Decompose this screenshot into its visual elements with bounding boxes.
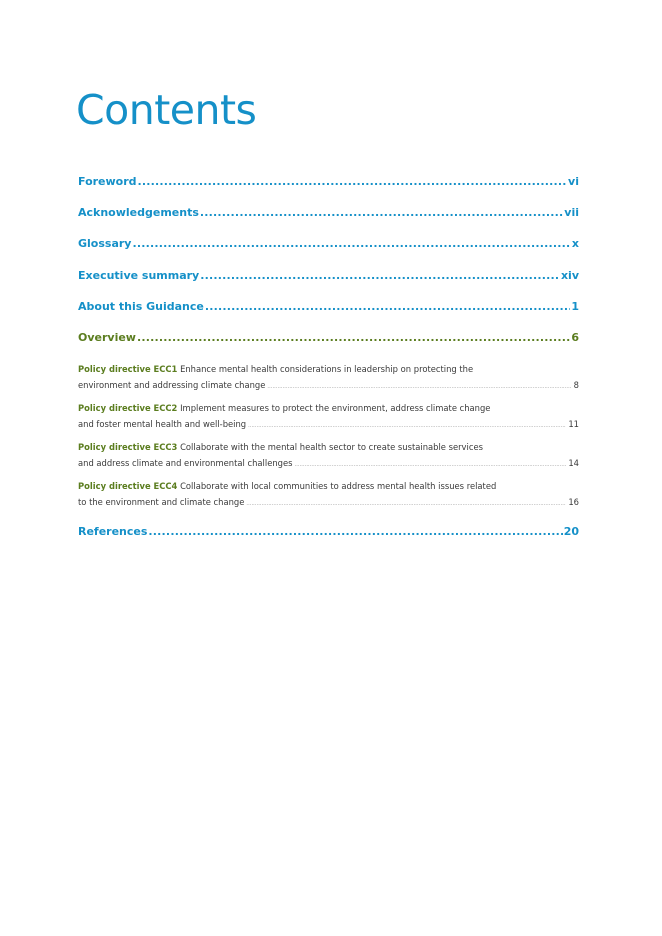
policy-directive-text: Collaborate with the mental health sector to create sustainable services <box>180 442 483 452</box>
toc-entry-acknowledgements[interactable] <box>78 206 579 220</box>
toc-entry-page: x <box>571 237 579 250</box>
policy-directive-code: Policy directive ECC1 <box>78 364 178 374</box>
dot-leader <box>200 269 560 283</box>
toc-entry-executive-summary[interactable] <box>78 269 579 283</box>
policy-directive-text: Enhance mental health considerations in leadership on protecting the <box>180 364 474 374</box>
toc-entry-glossary[interactable] <box>78 237 579 251</box>
dot-leader <box>200 206 563 220</box>
toc-entry-page: 20 <box>563 525 579 538</box>
toc-entry-foreword[interactable] <box>78 175 579 189</box>
dot-leader <box>246 494 566 512</box>
toc-policy-directive-ecc4[interactable] <box>78 478 579 512</box>
policy-directive-text-continued: and foster mental health and well-being <box>78 419 247 429</box>
dot-leader <box>295 455 567 473</box>
toc-entry-page: 16 <box>568 497 579 507</box>
dot-leader <box>205 300 571 314</box>
toc-entry-page: 14 <box>568 458 579 468</box>
policy-directive-code: Policy directive ECC2 <box>78 403 178 413</box>
toc-entry-label: Executive summary <box>78 269 200 282</box>
toc-entry-page: 1 <box>571 300 579 313</box>
toc-entry-label: Glossary <box>78 237 132 250</box>
toc-entry-label: Foreword <box>78 175 137 188</box>
policy-directive-text: Implement measures to protect the environment, address climate change <box>180 403 491 413</box>
toc-entry-page: 8 <box>573 380 579 390</box>
toc-entry-page: vi <box>568 175 579 188</box>
dot-leader <box>138 175 568 189</box>
toc-entry-page: 11 <box>568 419 579 429</box>
toc-entry-references[interactable] <box>78 525 579 539</box>
policy-directive-code: Policy directive ECC4 <box>78 481 178 491</box>
toc-policy-directive-ecc2[interactable] <box>78 400 579 434</box>
toc-entry-page: 6 <box>571 331 579 344</box>
toc-entry-label: References <box>78 525 148 538</box>
dot-leader <box>137 331 570 345</box>
policy-directive-text-continued: environment and addressing climate change <box>78 380 266 390</box>
toc-entry-page: xiv <box>560 269 579 282</box>
toc-entry-page: vii <box>564 206 579 219</box>
toc-entry-label: Acknowledgements <box>78 206 199 219</box>
policy-directive-text-continued: to the environment and climate change <box>78 497 245 507</box>
page-title: Contents <box>76 86 257 134</box>
toc-entry-label: About this Guidance <box>78 300 204 313</box>
dot-leader <box>148 525 562 539</box>
toc-policy-directive-ecc1[interactable] <box>78 361 579 395</box>
policy-directive-text: Collaborate with local communities to address mental health issues related <box>180 481 497 491</box>
toc-entry-label: Overview <box>78 331 136 344</box>
policy-directive-code: Policy directive ECC3 <box>78 442 178 452</box>
policy-directive-text-continued: and address climate and environmental challenges <box>78 458 293 468</box>
toc-entry-about-this-guidance[interactable] <box>78 300 579 314</box>
toc-entry-overview[interactable] <box>78 331 579 345</box>
toc-policy-directive-ecc3[interactable] <box>78 439 579 473</box>
dot-leader <box>132 237 570 251</box>
dot-leader <box>248 416 566 434</box>
dot-leader <box>267 377 571 395</box>
